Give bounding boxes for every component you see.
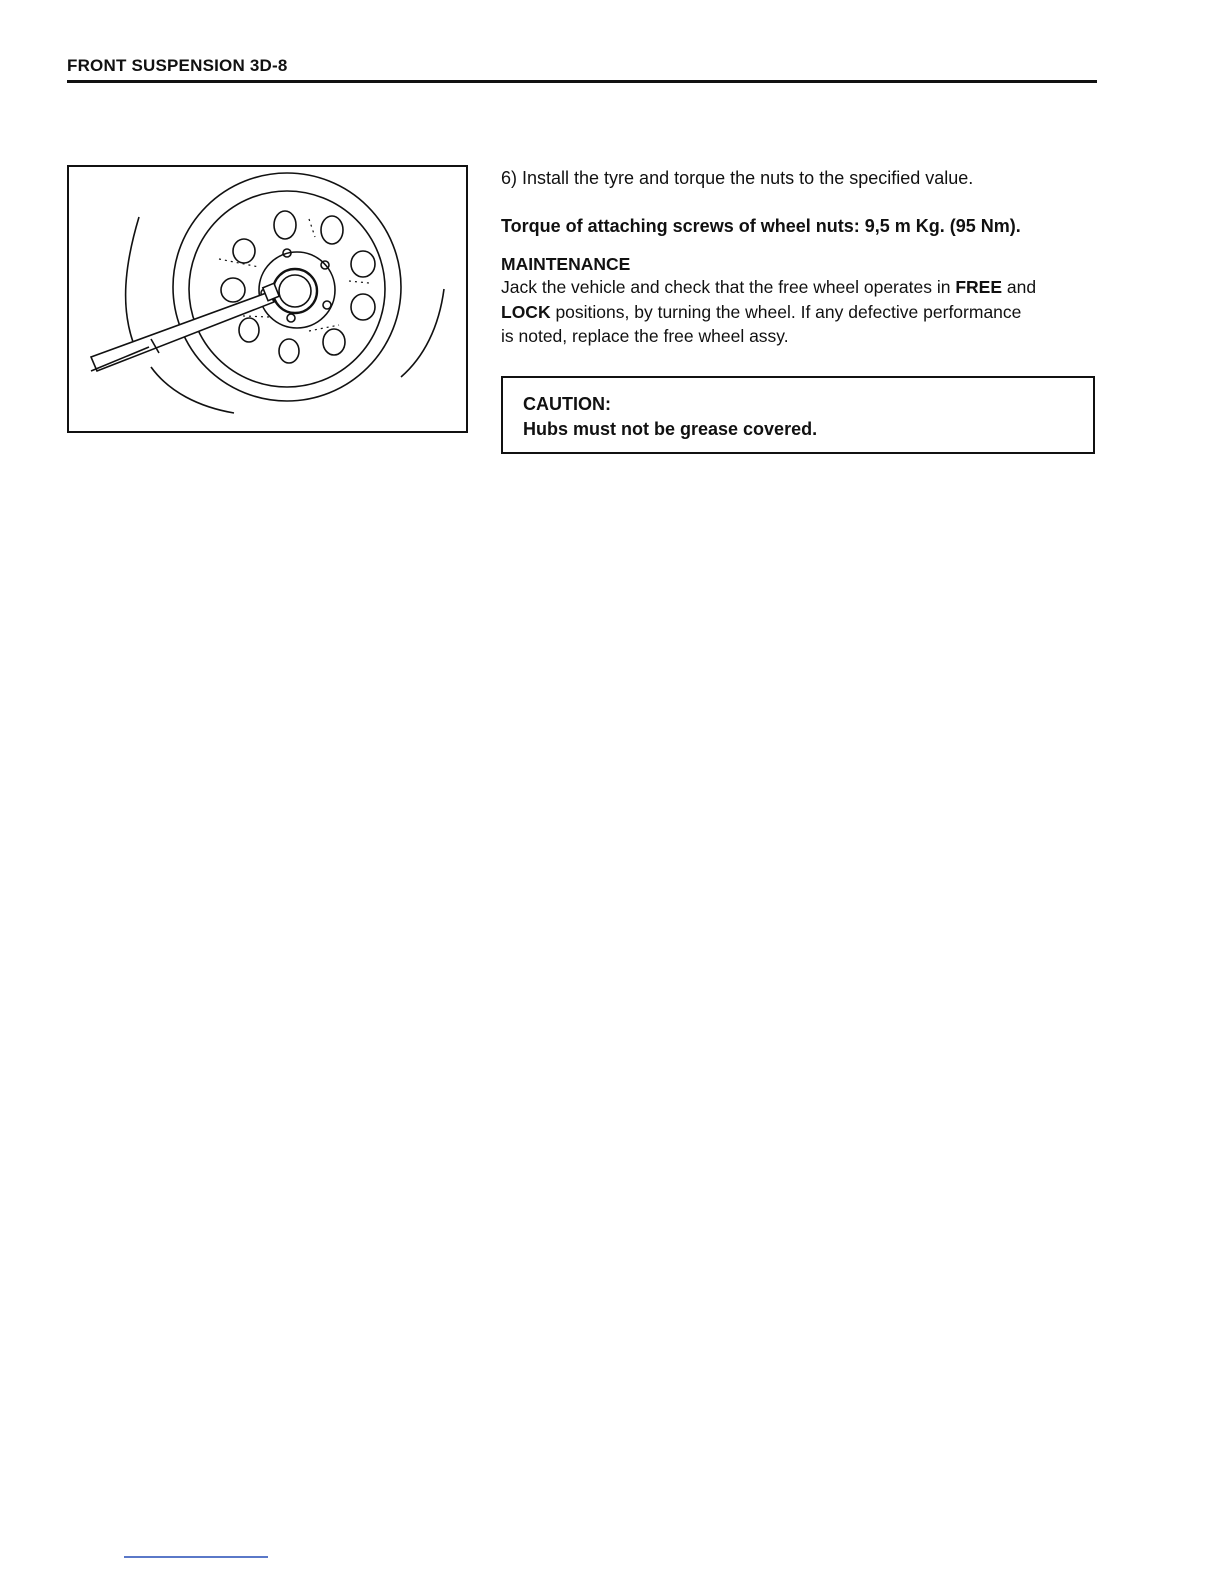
maintenance-heading: MAINTENANCE (501, 254, 631, 274)
wheel-nut-3 (323, 301, 331, 309)
caution-text: Hubs must not be grease covered. (523, 419, 818, 439)
header-title: FRONT SUSPENSION 3D-8 (67, 56, 288, 75)
tyre-outer-bottom-arc (151, 367, 234, 413)
maintenance-line3: is noted, replace the free wheel assy. (501, 326, 789, 346)
tyre-outer-right-arc (401, 289, 444, 377)
maintenance-body (501, 275, 1097, 349)
rim-inner (189, 191, 385, 387)
vent-hole-7 (239, 318, 259, 342)
step-6-text: 6) Install the tyre and torque the nuts to the specified value. (501, 168, 974, 188)
vent-hole-6 (279, 339, 299, 363)
free-keyword: FREE (955, 277, 1002, 297)
maintenance-line2: positions, by turning the wheel. If any defective performance (550, 301, 1022, 322)
vent-hole-2 (321, 216, 343, 244)
lock-keyword: LOCK (501, 301, 551, 322)
instruction-text (501, 166, 1097, 349)
torque-spec: Torque of attaching screws of wheel nuts: 9,5 m Kg. (95 Nm). (501, 216, 1021, 236)
maintenance-line1-b: and (1002, 277, 1037, 297)
header-rule (67, 80, 1097, 83)
page-header (67, 56, 1097, 83)
vent-hole-8 (221, 278, 245, 302)
footer-rule (124, 1556, 268, 1558)
hub-center-inner (279, 275, 311, 307)
wheel-nut-4 (287, 314, 295, 322)
vent-hole-9 (233, 239, 255, 263)
vent-hole-1 (274, 211, 296, 239)
maintenance-line1-a: Jack the vehicle and check that the free wheel operates in (501, 277, 956, 297)
vent-hole-4 (351, 294, 375, 320)
wheel-figure (67, 165, 468, 433)
caution-title: CAUTION: (523, 394, 611, 414)
vent-hole-5 (323, 329, 345, 355)
rim-outer (173, 173, 401, 401)
wheel-wrench-illustration (69, 167, 466, 431)
tyre-outer-left-arc (126, 217, 139, 342)
vent-hole-3 (351, 251, 375, 277)
caution-box (501, 376, 1095, 454)
